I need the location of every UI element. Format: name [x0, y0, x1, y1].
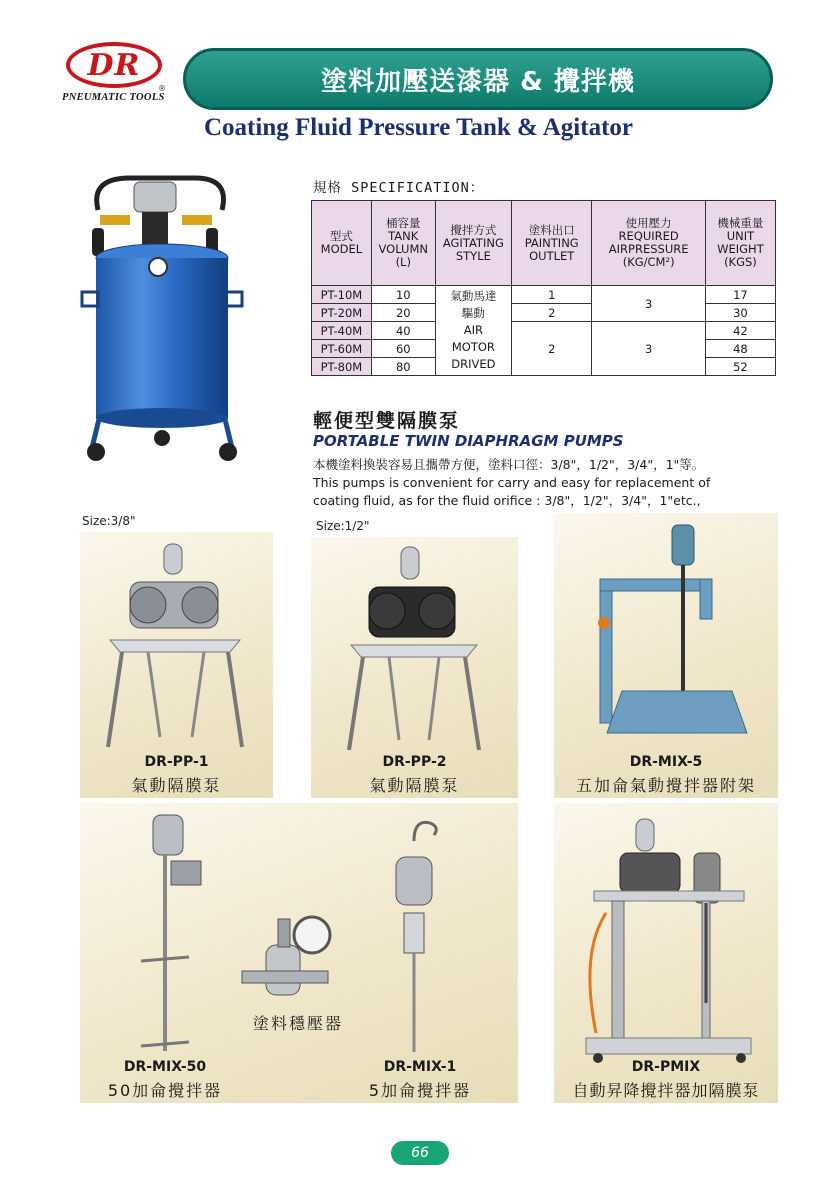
lift-agitator-pump-image [576, 813, 761, 1063]
brand-logo [66, 42, 162, 88]
volume-cell: 80 [371, 358, 435, 376]
outlet-cell: 2 [512, 304, 592, 322]
agitator-stand-image [582, 523, 752, 748]
header-agitating: 攪拌方式 AGITATING STYLE [435, 201, 511, 286]
product-name-cn: 5加侖攪拌器 [368, 1081, 472, 1100]
header-weight: 機械重量 UNIT WEIGHT (KGS) [705, 201, 775, 286]
product-model: DR-MIX-5 [629, 754, 703, 770]
pressure-cell: 3 [592, 286, 705, 322]
diaphragm-pump-image [100, 542, 250, 752]
header-pressure: 使用壓力 REQUIRED AIRPRESSURE (KG/CM²) [592, 201, 705, 286]
product-model: DR-PMIX [631, 1059, 701, 1075]
outlet-cell: 1 [512, 286, 592, 304]
outlet-cell: 2 [512, 322, 592, 376]
volume-cell: 40 [371, 322, 435, 340]
mixer-50-image [135, 811, 215, 1056]
mixer-1-image [378, 817, 458, 1057]
product-model: DR-MIX-1 [383, 1059, 457, 1075]
title-banner [183, 48, 773, 110]
volume-cell: 60 [371, 340, 435, 358]
weight-cell: 17 [705, 286, 775, 304]
model-cell: PT-80M [312, 358, 372, 376]
model-cell: PT-20M [312, 304, 372, 322]
pumps-title-en: PORTABLE TWIN DIAPHRAGM PUMPS [313, 432, 624, 450]
header-volume: 桶容量 TANK VOLUMN (L) [371, 201, 435, 286]
model-cell: PT-40M [312, 322, 372, 340]
model-cell: PT-10M [312, 286, 372, 304]
banner-title: 塗料加壓送漆器 & 攪拌機 [321, 66, 635, 97]
product-name-cn: 氣動隔膜泵 [369, 776, 460, 795]
size-label: Size:3/8" [82, 514, 136, 528]
product-panel-pp2 [311, 537, 518, 798]
table-row [312, 304, 776, 322]
registered-mark: ® [158, 84, 166, 93]
pumps-description [313, 456, 783, 510]
product-model: DR-PP-1 [144, 754, 209, 770]
desc-en-line2: coating fluid, as for the fluid orifice : 3/8"，1/2"，3/4"，1"etc., [313, 493, 701, 508]
weight-cell: 42 [705, 322, 775, 340]
weight-cell: 30 [705, 304, 775, 322]
product-name-cn: 塗料穩壓器 [252, 1014, 343, 1033]
diaphragm-pump-image [339, 545, 489, 755]
volume-cell: 20 [371, 304, 435, 322]
product-name-cn: 自動昇降攪拌器加隔膜泵 [572, 1081, 760, 1100]
header-outlet: 塗料出口 PAINTING OUTLET [512, 201, 592, 286]
pumps-title-cn: 輕便型雙隔膜泵 [313, 410, 461, 432]
page-title: Coating Fluid Pressure Tank & Agitator [204, 114, 633, 141]
logo-text: DR [87, 47, 141, 83]
pressure-cell: 3 [592, 322, 705, 376]
spec-label: 規格 SPECIFICATION： [313, 180, 485, 196]
spec-table [311, 200, 776, 376]
logo-subtitle: PNEUMATIC TOOLS [62, 92, 165, 103]
product-name-cn: 氣動隔膜泵 [131, 776, 222, 795]
header-model: 型式 MODEL [312, 201, 372, 286]
product-panel-mix5 [554, 513, 778, 798]
weight-cell: 48 [705, 340, 775, 358]
product-name-cn: 50加侖攪拌器 [107, 1081, 223, 1100]
weight-cell: 52 [705, 358, 775, 376]
product-name-cn: 五加侖氣動攪拌器附架 [575, 776, 756, 795]
product-model: DR-PP-2 [382, 754, 447, 770]
product-panel-pp1 [80, 532, 273, 798]
product-panel-pmix [554, 803, 778, 1103]
desc-en-line1: This pumps is convenient for carry and easy for replacement of [313, 475, 711, 490]
pressure-regulator-image [238, 911, 333, 1016]
product-model: DR-MIX-50 [123, 1059, 207, 1075]
model-cell: PT-60M [312, 340, 372, 358]
product-panel-mixers [80, 803, 518, 1103]
volume-cell: 10 [371, 286, 435, 304]
spec-header-row [312, 201, 776, 286]
desc-cn: 本機塗料換裝容易且攜帶方便，塗料口徑：3/8"，1/2"，3/4"，1"等。 [313, 457, 705, 472]
page-number: 66 [391, 1141, 449, 1165]
table-row [312, 286, 776, 304]
pressure-tank-image [70, 170, 255, 465]
table-row [312, 322, 776, 340]
size-label: Size:1/2" [316, 519, 370, 533]
agitating-cell: 氣動馬達 驅動 AIR MOTOR DRIVED [435, 286, 511, 376]
